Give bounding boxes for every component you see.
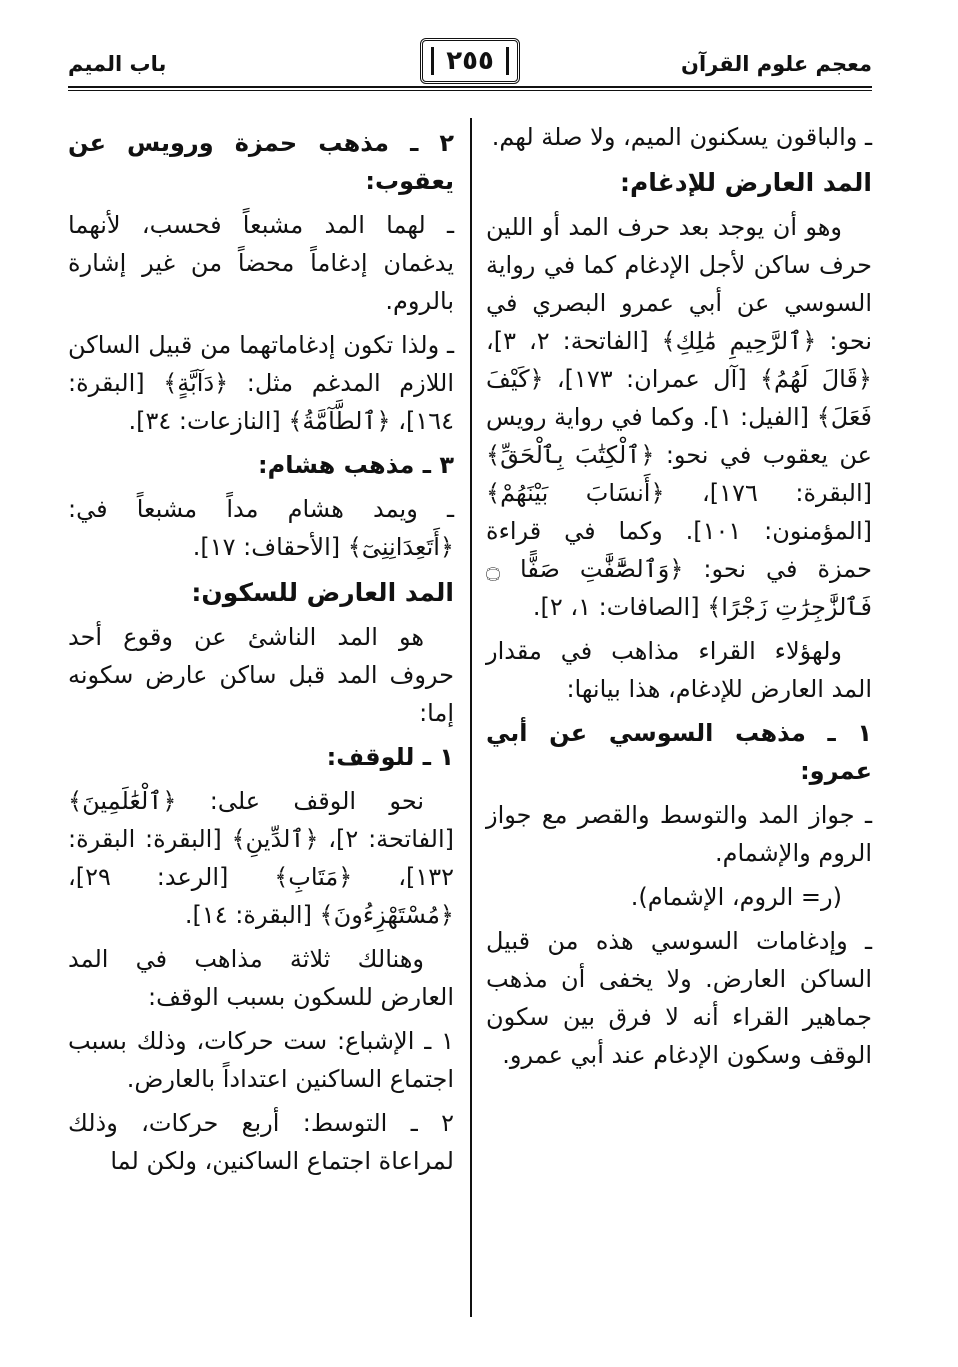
paragraph: ـ لهما المد مشبعاً فحسب، لأنهما يدغمان إدغاماً محضاً من غير إشارة بالروم. [68,211,454,315]
subsection-heading: ١ ـ مذهب السوسي عن أبي عمرو: [486,719,872,785]
subsection-heading: ٢ ـ مذهب حمزة ورويس عن يعقوب: [68,129,454,195]
paragraph: وهنالك ثلاثة مذاهب في المد العارض للسكون بسبب الوقف: [68,945,454,1011]
paragraph: ٢ ـ التوسط: أربع حركات، وذلك لمراعاة اجتماع الساكنين، ولكن لما [68,1109,454,1175]
page-number: ٢٥٥ [420,38,520,84]
section-heading: المد العارض للسكون: [191,578,454,607]
column-divider [470,118,472,1317]
book-title: معجم علوم القرآن [681,52,872,76]
paragraph: ١ ـ الإشباع: ست حركات، وذلك بسبب اجتماع الساكنين اعتداداً بالعارض. [68,1027,454,1093]
header-rule [68,86,872,91]
paragraph: هو المد الناشئ عن وقوع أحد حروف المد قبل ساكن عارض سكونه إما: [68,623,454,727]
text-columns [68,118,872,1347]
paragraph: ـ وإدغامات السوسي هذه من قبيل الساكن العارض. ولا يخفى أن مذهب جماهير القراء أنه لا فرق بين سكون الوقف وسكون الإدغام عند أبي عمرو. [486,927,872,1069]
paragraph: نحو الوقف على: ﴿ٱلْعَٰلَمِينَ﴾ [الفاتحة: ٢]، ﴿ٱلدِّينِ﴾ [البقرة: البقرة: ١٣٢]، ﴿مَتَابِ﴾ [الرعد: ٢٩]، ﴿مُسْتَهْزِءُونَ﴾ [البقرة: ١٤]. [68,787,454,929]
paragraph: ـ جواز المد والتوسط والقصر مع جواز الروم والإشمام. [486,801,872,867]
paragraph: (ر= الروم، الإشمام). [630,883,842,911]
section-title: باب الميم [68,52,167,76]
right-column [486,118,872,1347]
section-heading: المد العارض للإدغام: [619,168,872,197]
paragraph: ـ ولذا تكون إدغاماتهما من قبيل الساكن اللازم المدغم مثل: ﴿دَآبَّةٍ﴾ [البقرة: ١٦٤]، ﴿ٱلطَّآمَّةُ﴾ [النازعات: ٣٤]. [68,331,454,435]
paragraph: ـ والباقون يسكنون الميم، ولا صلة لهم. [491,123,872,151]
page-header [68,38,872,94]
paragraph: وهو أن يوجد بعد حرف المد أو اللين حرف ساكن لأجل الإدغام كما في رواية السوسي عن أبي عمرو البصري في نحو: ﴿ٱلرَّحِيمِ مَٰلِكِ﴾ [الفاتحة: ٢، ٣]، ﴿قَالَ لَهُمُ﴾ [آل عمران: ١٧٣]، ﴿كَيْفَ فَعَلَ﴾ [الفيل: ١]. وكما في رواية رويس عن يعقوب في نحو: ﴿ٱلْكِتَٰبَ بِٱلْحَقِّ﴾ [البقرة: ١٧٦]، ﴿أَنسَابَ بَيْنَهُمْ﴾ [المؤمنون: ١٠١]. وكما في قراءة حمزة في نحو: ﴿وَٱلصَّٰٓفَّٰتِ صَفًّا ۝ فَٱلزَّٰجِرَٰتِ زَجْرًا﴾ [الصافات: ١، ٢]. [486,213,873,621]
paragraph: ولهؤلاء القراء مذاهب في مقدار المد العارض للإدغام، هذا بيانها: [486,637,872,703]
subsection-heading: ١ ـ للوقف: [326,743,454,771]
left-column [68,118,454,1347]
subsection-heading: ٣ ـ مذهب هشام: [258,451,454,479]
paragraph: ـ ويمد هشام مداً مشبعاً في: ﴿أَتَعِدَانِنِىٓ﴾ [الأحقاف: ١٧]. [68,495,454,561]
